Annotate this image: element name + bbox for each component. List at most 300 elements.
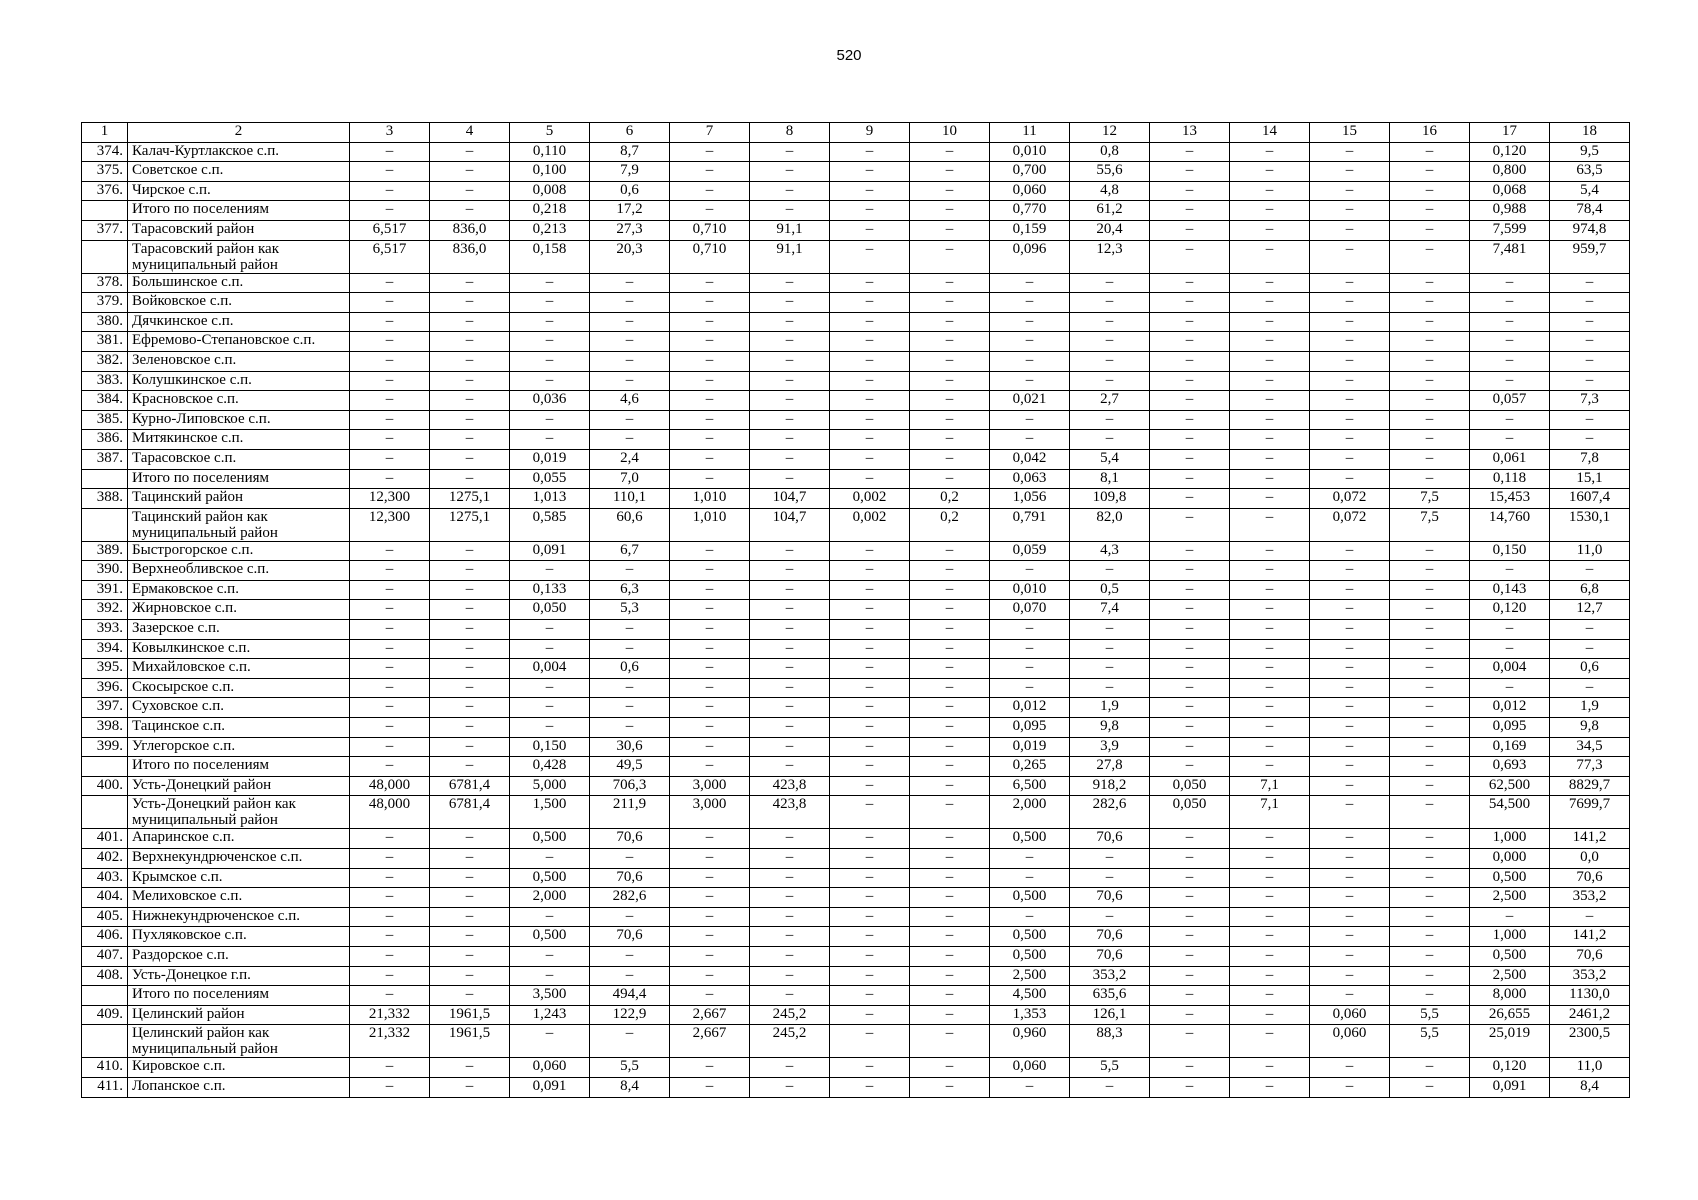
- value-cell: –: [350, 273, 430, 293]
- settlement-name-cell: Жирновское с.п.: [128, 600, 350, 620]
- value-cell: –: [1230, 600, 1310, 620]
- value-cell: –: [1230, 293, 1310, 313]
- row-number-cell: 376.: [82, 181, 128, 201]
- value-cell: –: [1230, 678, 1310, 698]
- value-cell: –: [1390, 561, 1470, 581]
- value-cell: –: [990, 371, 1070, 391]
- value-cell: –: [910, 220, 990, 240]
- table-row: [82, 201, 1630, 221]
- value-cell: –: [1150, 620, 1230, 640]
- value-cell: 245,2: [750, 1025, 830, 1058]
- settlement-name-cell: Суховское с.п.: [128, 698, 350, 718]
- value-cell: –: [1550, 430, 1630, 450]
- value-cell: –: [1070, 678, 1150, 698]
- value-cell: –: [830, 698, 910, 718]
- value-cell: –: [750, 181, 830, 201]
- value-cell: –: [670, 332, 750, 352]
- value-cell: 8,000: [1470, 986, 1550, 1006]
- value-cell: –: [1470, 371, 1550, 391]
- value-cell: 0,500: [1470, 946, 1550, 966]
- value-cell: –: [670, 620, 750, 640]
- value-cell: –: [910, 410, 990, 430]
- value-cell: –: [830, 868, 910, 888]
- value-cell: –: [750, 580, 830, 600]
- value-cell: –: [1150, 410, 1230, 430]
- column-header-5: 5: [510, 123, 590, 143]
- value-cell: –: [750, 620, 830, 640]
- value-cell: –: [1230, 391, 1310, 411]
- value-cell: –: [670, 312, 750, 332]
- value-cell: –: [910, 293, 990, 313]
- value-cell: –: [670, 1077, 750, 1097]
- value-cell: 0,500: [1470, 868, 1550, 888]
- value-cell: –: [1310, 737, 1390, 757]
- value-cell: 0,019: [510, 449, 590, 469]
- value-cell: –: [1310, 1077, 1390, 1097]
- value-cell: 0,960: [990, 1025, 1070, 1058]
- value-cell: 77,3: [1550, 757, 1630, 777]
- value-cell: 26,655: [1470, 1005, 1550, 1025]
- row-number-cell: 399.: [82, 737, 128, 757]
- column-header-16: 16: [1390, 123, 1470, 143]
- value-cell: –: [350, 1058, 430, 1078]
- value-cell: –: [1390, 430, 1470, 450]
- value-cell: –: [750, 142, 830, 162]
- value-cell: –: [910, 776, 990, 796]
- value-cell: –: [670, 1058, 750, 1078]
- table-row: [82, 312, 1630, 332]
- value-cell: –: [1230, 220, 1310, 240]
- value-cell: 0,008: [510, 181, 590, 201]
- row-number-cell: 384.: [82, 391, 128, 411]
- row-number-cell: 398.: [82, 718, 128, 738]
- value-cell: –: [750, 469, 830, 489]
- value-cell: 21,332: [350, 1005, 430, 1025]
- value-cell: –: [1150, 449, 1230, 469]
- value-cell: 0,002: [830, 508, 910, 541]
- value-cell: 17,2: [590, 201, 670, 221]
- value-cell: –: [1310, 796, 1390, 829]
- value-cell: 0,012: [1470, 698, 1550, 718]
- value-cell: –: [510, 907, 590, 927]
- value-cell: –: [830, 776, 910, 796]
- value-cell: 9,5: [1550, 142, 1630, 162]
- value-cell: 282,6: [1070, 796, 1150, 829]
- value-cell: –: [990, 620, 1070, 640]
- value-cell: 0,060: [510, 1058, 590, 1078]
- value-cell: –: [910, 201, 990, 221]
- value-cell: –: [1310, 142, 1390, 162]
- value-cell: –: [910, 469, 990, 489]
- table-row: [82, 391, 1630, 411]
- header-row: [82, 123, 1630, 143]
- value-cell: –: [1390, 142, 1470, 162]
- value-cell: –: [510, 273, 590, 293]
- settlement-name-cell: Войковское с.п.: [128, 293, 350, 313]
- value-cell: 0,042: [990, 449, 1070, 469]
- value-cell: –: [1470, 639, 1550, 659]
- page-number: 520: [836, 47, 862, 64]
- column-header-2: 2: [128, 123, 350, 143]
- value-cell: –: [670, 430, 750, 450]
- value-cell: 34,5: [1550, 737, 1630, 757]
- value-cell: –: [590, 312, 670, 332]
- value-cell: 70,6: [590, 829, 670, 849]
- value-cell: –: [350, 469, 430, 489]
- value-cell: –: [750, 907, 830, 927]
- value-cell: 20,4: [1070, 220, 1150, 240]
- value-cell: –: [1390, 469, 1470, 489]
- value-cell: –: [910, 639, 990, 659]
- value-cell: –: [1230, 946, 1310, 966]
- value-cell: 3,500: [510, 986, 590, 1006]
- value-cell: 7,8: [1550, 449, 1630, 469]
- value-cell: –: [430, 469, 510, 489]
- value-cell: –: [350, 620, 430, 640]
- value-cell: –: [430, 541, 510, 561]
- value-cell: –: [430, 927, 510, 947]
- value-cell: –: [590, 273, 670, 293]
- value-cell: –: [1150, 1005, 1230, 1025]
- settlement-name-cell: Зеленовское с.п.: [128, 351, 350, 371]
- value-cell: 1,056: [990, 489, 1070, 509]
- value-cell: –: [350, 986, 430, 1006]
- value-cell: –: [1150, 181, 1230, 201]
- value-cell: –: [830, 273, 910, 293]
- table-row: [82, 561, 1630, 581]
- value-cell: 0,213: [510, 220, 590, 240]
- value-cell: 7699,7: [1550, 796, 1630, 829]
- value-cell: 836,0: [430, 220, 510, 240]
- value-cell: –: [590, 946, 670, 966]
- value-cell: 0,791: [990, 508, 1070, 541]
- column-header-3: 3: [350, 123, 430, 143]
- value-cell: –: [910, 659, 990, 679]
- value-cell: –: [350, 1077, 430, 1097]
- value-cell: –: [830, 449, 910, 469]
- value-cell: –: [510, 410, 590, 430]
- value-cell: –: [830, 351, 910, 371]
- value-cell: 5,5: [1390, 1005, 1470, 1025]
- value-cell: –: [590, 698, 670, 718]
- value-cell: –: [1230, 1058, 1310, 1078]
- value-cell: 3,000: [670, 796, 750, 829]
- settlement-name-cell: Нижнекундрюченское с.п.: [128, 907, 350, 927]
- value-cell: –: [830, 659, 910, 679]
- value-cell: –: [430, 293, 510, 313]
- value-cell: –: [750, 829, 830, 849]
- value-cell: 8,7: [590, 142, 670, 162]
- table-row: [82, 332, 1630, 352]
- value-cell: –: [1470, 678, 1550, 698]
- value-cell: –: [1390, 659, 1470, 679]
- value-cell: 48,000: [350, 776, 430, 796]
- value-cell: 0,070: [990, 600, 1070, 620]
- value-cell: 78,4: [1550, 201, 1630, 221]
- value-cell: –: [590, 907, 670, 927]
- value-cell: 2,500: [990, 966, 1070, 986]
- value-cell: 20,3: [590, 240, 670, 273]
- value-cell: 70,6: [1070, 927, 1150, 947]
- row-number-cell: 377.: [82, 220, 128, 240]
- value-cell: –: [430, 757, 510, 777]
- value-cell: –: [910, 868, 990, 888]
- value-cell: –: [350, 678, 430, 698]
- value-cell: 1275,1: [430, 508, 510, 541]
- value-cell: –: [1550, 907, 1630, 927]
- value-cell: 122,9: [590, 1005, 670, 1025]
- table-row: [82, 1025, 1630, 1058]
- value-cell: –: [830, 240, 910, 273]
- value-cell: –: [1230, 737, 1310, 757]
- value-cell: –: [350, 966, 430, 986]
- value-cell: 5,000: [510, 776, 590, 796]
- value-cell: –: [430, 561, 510, 581]
- value-cell: 1130,0: [1550, 986, 1630, 1006]
- row-number-cell: [82, 469, 128, 489]
- value-cell: –: [750, 449, 830, 469]
- value-cell: –: [430, 430, 510, 450]
- value-cell: –: [1150, 1058, 1230, 1078]
- value-cell: –: [430, 888, 510, 908]
- table-row: [82, 946, 1630, 966]
- value-cell: –: [910, 351, 990, 371]
- value-cell: –: [350, 449, 430, 469]
- value-cell: –: [750, 868, 830, 888]
- value-cell: –: [830, 293, 910, 313]
- value-cell: 0,057: [1470, 391, 1550, 411]
- row-number-cell: 390.: [82, 561, 128, 581]
- value-cell: –: [1550, 678, 1630, 698]
- value-cell: 0,700: [990, 162, 1070, 182]
- value-cell: –: [1550, 312, 1630, 332]
- value-cell: –: [910, 561, 990, 581]
- table-row: [82, 1005, 1630, 1025]
- value-cell: 0,055: [510, 469, 590, 489]
- value-cell: 0,988: [1470, 201, 1550, 221]
- value-cell: 0,585: [510, 508, 590, 541]
- row-number-cell: 411.: [82, 1077, 128, 1097]
- value-cell: 0,021: [990, 391, 1070, 411]
- value-cell: 62,500: [1470, 776, 1550, 796]
- value-cell: 0,500: [510, 927, 590, 947]
- value-cell: 9,8: [1070, 718, 1150, 738]
- value-cell: 3,9: [1070, 737, 1150, 757]
- value-cell: 0,143: [1470, 580, 1550, 600]
- value-cell: 0,710: [670, 220, 750, 240]
- value-cell: –: [1390, 351, 1470, 371]
- value-cell: –: [430, 201, 510, 221]
- row-number-cell: 375.: [82, 162, 128, 182]
- value-cell: –: [1550, 561, 1630, 581]
- value-cell: 0,060: [990, 181, 1070, 201]
- value-cell: –: [750, 541, 830, 561]
- value-cell: –: [910, 796, 990, 829]
- value-cell: 0,091: [510, 541, 590, 561]
- table-header: [82, 123, 1630, 143]
- value-cell: –: [590, 639, 670, 659]
- value-cell: –: [910, 1025, 990, 1058]
- settlement-name-cell: Кировское с.п.: [128, 1058, 350, 1078]
- value-cell: –: [350, 391, 430, 411]
- table-row: [82, 678, 1630, 698]
- value-cell: –: [1230, 639, 1310, 659]
- value-cell: 0,010: [990, 142, 1070, 162]
- value-cell: –: [1550, 293, 1630, 313]
- value-cell: –: [1230, 541, 1310, 561]
- value-cell: –: [430, 312, 510, 332]
- value-cell: –: [350, 718, 430, 738]
- value-cell: –: [430, 718, 510, 738]
- value-cell: 61,2: [1070, 201, 1150, 221]
- value-cell: –: [1390, 371, 1470, 391]
- value-cell: 353,2: [1070, 966, 1150, 986]
- table-row: [82, 580, 1630, 600]
- value-cell: –: [1230, 829, 1310, 849]
- value-cell: –: [830, 639, 910, 659]
- value-cell: –: [1390, 907, 1470, 927]
- value-cell: –: [910, 1077, 990, 1097]
- value-cell: –: [1230, 718, 1310, 738]
- settlement-name-cell: Михайловское с.п.: [128, 659, 350, 679]
- value-cell: –: [1150, 718, 1230, 738]
- settlement-name-cell: Ковылкинское с.п.: [128, 639, 350, 659]
- value-cell: 6,517: [350, 240, 430, 273]
- value-cell: 12,300: [350, 489, 430, 509]
- value-cell: –: [1470, 907, 1550, 927]
- value-cell: 0,036: [510, 391, 590, 411]
- value-cell: 5,5: [1390, 1025, 1470, 1058]
- value-cell: –: [1230, 907, 1310, 927]
- value-cell: 211,9: [590, 796, 670, 829]
- value-cell: –: [670, 678, 750, 698]
- value-cell: –: [1310, 181, 1390, 201]
- value-cell: –: [830, 332, 910, 352]
- value-cell: 0,050: [510, 600, 590, 620]
- value-cell: 0,091: [1470, 1077, 1550, 1097]
- value-cell: –: [1070, 312, 1150, 332]
- value-cell: –: [1550, 620, 1630, 640]
- value-cell: –: [1150, 600, 1230, 620]
- settlement-name-cell: Целинский район: [128, 1005, 350, 1025]
- value-cell: –: [510, 351, 590, 371]
- value-cell: –: [1390, 698, 1470, 718]
- settlement-name-cell: Советское с.п.: [128, 162, 350, 182]
- value-cell: –: [990, 678, 1070, 698]
- settlement-name-cell: Красновское с.п.: [128, 391, 350, 411]
- value-cell: 70,6: [1070, 829, 1150, 849]
- value-cell: –: [1550, 273, 1630, 293]
- row-number-cell: 395.: [82, 659, 128, 679]
- value-cell: –: [1230, 620, 1310, 640]
- value-cell: –: [1070, 659, 1150, 679]
- value-cell: –: [1390, 966, 1470, 986]
- value-cell: –: [1230, 142, 1310, 162]
- value-cell: –: [1390, 580, 1470, 600]
- value-cell: –: [1070, 868, 1150, 888]
- value-cell: –: [990, 907, 1070, 927]
- value-cell: 0,120: [1470, 1058, 1550, 1078]
- value-cell: –: [1390, 927, 1470, 947]
- value-cell: 0,500: [990, 946, 1070, 966]
- value-cell: –: [910, 718, 990, 738]
- value-cell: 21,332: [350, 1025, 430, 1058]
- row-number-cell: 387.: [82, 449, 128, 469]
- value-cell: –: [830, 888, 910, 908]
- value-cell: –: [430, 273, 510, 293]
- value-cell: –: [910, 240, 990, 273]
- value-cell: –: [1310, 946, 1390, 966]
- value-cell: 2300,5: [1550, 1025, 1630, 1058]
- value-cell: –: [1150, 142, 1230, 162]
- row-number-cell: 393.: [82, 620, 128, 640]
- value-cell: 974,8: [1550, 220, 1630, 240]
- value-cell: –: [510, 620, 590, 640]
- value-cell: 110,1: [590, 489, 670, 509]
- value-cell: –: [1390, 312, 1470, 332]
- value-cell: 8,1: [1070, 469, 1150, 489]
- row-number-cell: 396.: [82, 678, 128, 698]
- value-cell: –: [830, 469, 910, 489]
- value-cell: –: [1390, 757, 1470, 777]
- value-cell: –: [830, 430, 910, 450]
- settlement-name-cell: Углегорское с.п.: [128, 737, 350, 757]
- value-cell: –: [1150, 946, 1230, 966]
- value-cell: 7,5: [1390, 489, 1470, 509]
- table-row: [82, 659, 1630, 679]
- value-cell: –: [1070, 620, 1150, 640]
- value-cell: 0,060: [990, 1058, 1070, 1078]
- value-cell: –: [1150, 849, 1230, 869]
- value-cell: –: [830, 201, 910, 221]
- settlement-name-cell: Итого по поселениям: [128, 757, 350, 777]
- table-row: [82, 181, 1630, 201]
- value-cell: –: [1150, 737, 1230, 757]
- table-row: [82, 776, 1630, 796]
- value-cell: –: [350, 181, 430, 201]
- value-cell: –: [1390, 449, 1470, 469]
- table-row: [82, 1058, 1630, 1078]
- value-cell: –: [830, 737, 910, 757]
- value-cell: 2,500: [1470, 888, 1550, 908]
- value-cell: 0,500: [510, 868, 590, 888]
- value-cell: 0,004: [510, 659, 590, 679]
- value-cell: 12,7: [1550, 600, 1630, 620]
- value-cell: –: [830, 678, 910, 698]
- value-cell: –: [750, 888, 830, 908]
- value-cell: –: [830, 580, 910, 600]
- value-cell: –: [1390, 986, 1470, 1006]
- table-row: [82, 240, 1630, 273]
- value-cell: –: [510, 371, 590, 391]
- row-number-cell: 385.: [82, 410, 128, 430]
- value-cell: –: [750, 639, 830, 659]
- value-cell: –: [510, 430, 590, 450]
- value-cell: –: [750, 927, 830, 947]
- value-cell: 0,710: [670, 240, 750, 273]
- value-cell: –: [1310, 371, 1390, 391]
- settlement-name-cell: Апаринское с.п.: [128, 829, 350, 849]
- value-cell: –: [1310, 966, 1390, 986]
- value-cell: –: [1390, 293, 1470, 313]
- value-cell: 1,243: [510, 1005, 590, 1025]
- value-cell: 0,693: [1470, 757, 1550, 777]
- value-cell: 2,667: [670, 1005, 750, 1025]
- value-cell: –: [1310, 868, 1390, 888]
- row-number-cell: [82, 986, 128, 1006]
- value-cell: –: [430, 698, 510, 718]
- value-cell: –: [750, 757, 830, 777]
